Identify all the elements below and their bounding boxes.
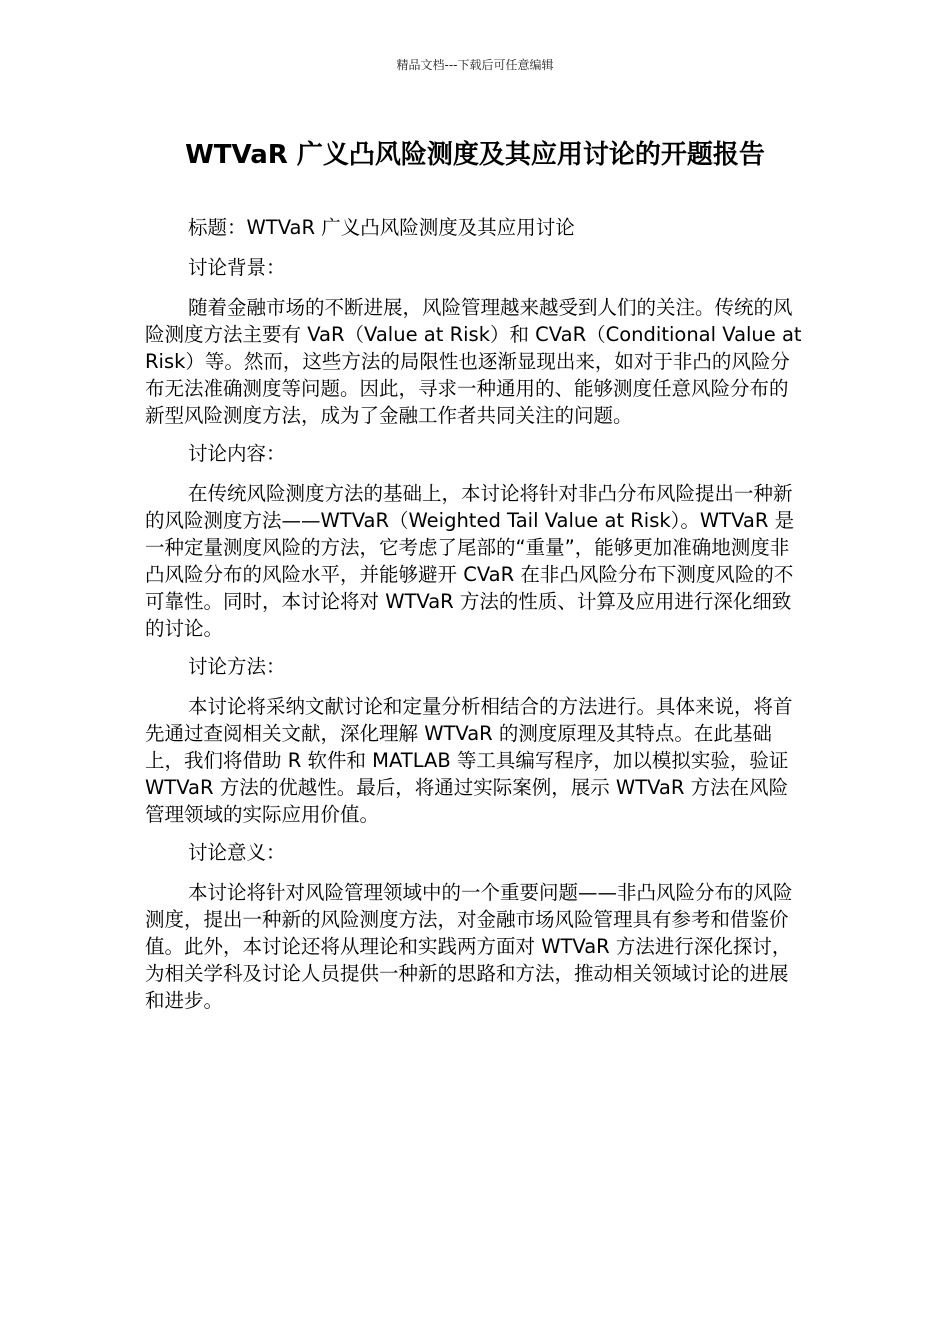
section-heading-significance: 讨论意义： <box>188 841 286 864</box>
section-heading-background: 讨论背景： <box>188 256 286 279</box>
document-body <box>145 214 805 1025</box>
section-paragraph-method: 本讨论将采纳文献讨论和定量分析相结合的方法进行。具体来说，将首先通过查阅相关文献，深化理解 WTVaR 的测度原理及其特点。在此基础上，我们将借助 R 软件和 MATLAB 等工具编写程序，加以模拟实验，验证 WTVaR 方法的优越性。最后，将通过实际案例，展示 WTVaR 方法在风险管理领域的实际应用价值。 <box>145 695 793 826</box>
section-paragraph-background: 随着金融市场的不断进展，风险管理越来越受到人们的关注。传统的风险测度方法主要有 VaR（Value at Risk）和 CVaR（Conditional Value at Risk）等。然而，这些方法的局限性也逐渐显现出来，如对于非凸的风险分布无法准确测度等问题。因此，寻求一种通用的、能够测度任意风险分布的新型风险测度方法，成为了金融工作者共同关注的问题。 <box>145 296 802 427</box>
section-heading-content: 讨论内容： <box>188 442 286 465</box>
subtitle-line: 标题：WTVaR 广义凸风险测度及其应用讨论 <box>188 216 575 239</box>
section-heading-method: 讨论方法： <box>188 655 286 678</box>
document-title: WTVaR 广义凸风险测度及其应用讨论的开题报告 <box>185 140 765 170</box>
page-header-watermark: 精品文档---下载后可任意编辑 <box>396 58 554 72</box>
section-paragraph-content: 在传统风险测度方法的基础上，本讨论将针对非凸分布风险提出一种新的风险测度方法——WTVaR（Weighted Tail Value at Risk）。WTVaR 是一种定量测度风险的方法，它考虑了尾部的“重量”，能够更加准确地测度非凸风险分布的风险水平，并能够避开 CVaR 在非凸风险分布下测度风险的不可靠性。同时，本讨论将对 WTVaR 方法的性质、计算及应用进行深化细致的讨论。 <box>145 482 795 640</box>
section-paragraph-significance: 本讨论将针对风险管理领域中的一个重要问题——非凸风险分布的风险测度，提出一种新的风险测度方法，对金融市场风险管理具有参考和借鉴价值。此外，本讨论还将从理论和实践两方面对 WTVaR 方法进行深化探讨，为相关学科及讨论人员提供一种新的思路和方法，推动相关领域讨论的进展和进步。 <box>145 881 793 1012</box>
